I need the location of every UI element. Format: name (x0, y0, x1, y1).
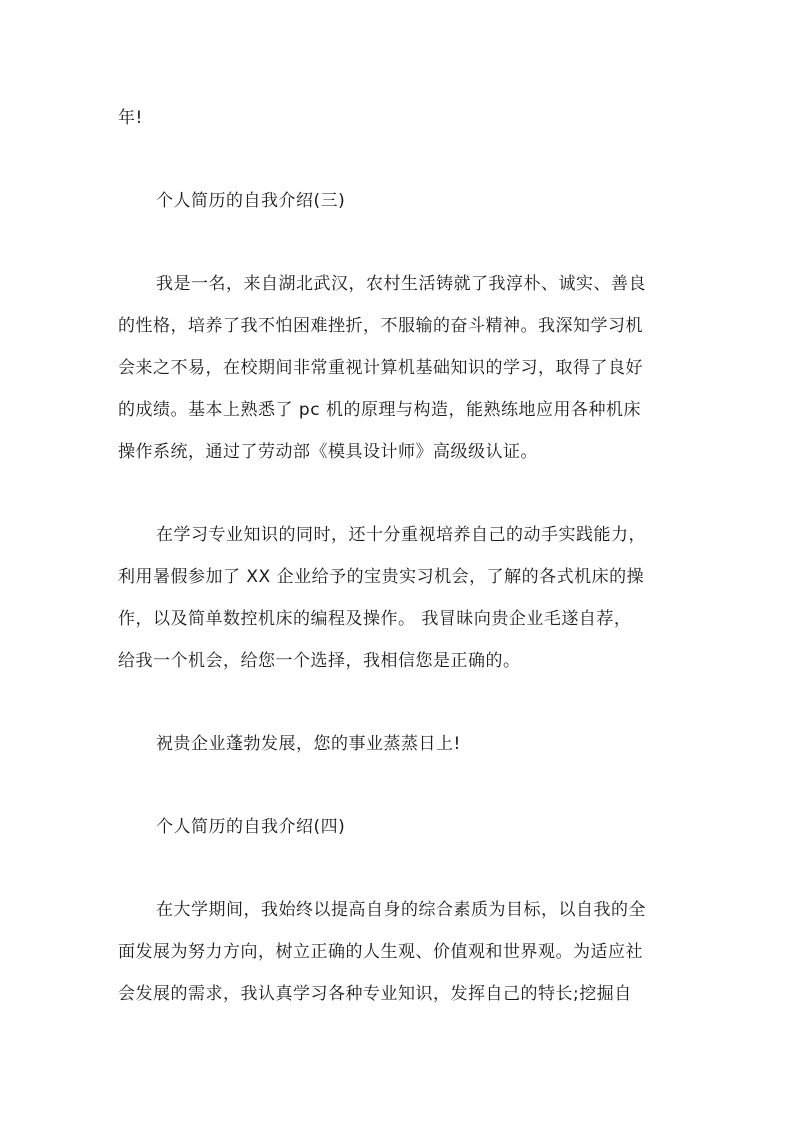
paragraph-line: 操作系统，通过了劳动部《模具设计师》高级级认证。 (118, 442, 538, 462)
paragraph-line: 的性格，培养了我不怕困难挫折，不服输的奋斗精神。我深知学习机 (118, 316, 643, 336)
paragraph-line: 面发展为努力方向，树立正确的人生观、价值观和世界观。为适应社 (118, 942, 643, 962)
section3-heading: 个人简历的自我介绍(三) (156, 191, 346, 211)
paragraph-line: 会来之不易，在校期间非常重视计算机基础知识的学习，取得了良好 (118, 358, 643, 378)
paragraph-line: 的成绩。基本上熟悉了 pc 机的原理与构造，能熟练地应用各种机床 (118, 400, 641, 420)
paragraph-line: 我是一名，来自湖北武汉，农村生活铸就了我淳朴、诚实、善良 (156, 274, 646, 294)
paragraph-line: 利用暑假参加了 XX 企业给予的宝贵实习机会，了解的各式机床的操 (118, 567, 645, 587)
paragraph-line: 给我一个机会，给您一个选择，我相信您是正确的。 (118, 651, 521, 671)
closing-line: 祝贵企业蓬勃发展，您的事业蒸蒸日上! (156, 734, 461, 754)
paragraph-line: 会发展的需求，我认真学习各种专业知识，发挥自己的特长;挖掘自 (118, 984, 632, 1004)
continuation-line: 年! (118, 108, 143, 128)
paragraph-line: 作，以及简单数控机床的编程及操作。 我冒昧向贵企业毛遂自荐， (118, 609, 632, 629)
paragraph-line: 在大学期间，我始终以提高自身的综合素质为目标，以自我的全 (156, 900, 646, 920)
section4-heading: 个人简历的自我介绍(四) (156, 817, 346, 837)
paragraph-line: 在学习专业知识的同时，还十分重视培养自己的动手实践能力， (156, 525, 646, 545)
